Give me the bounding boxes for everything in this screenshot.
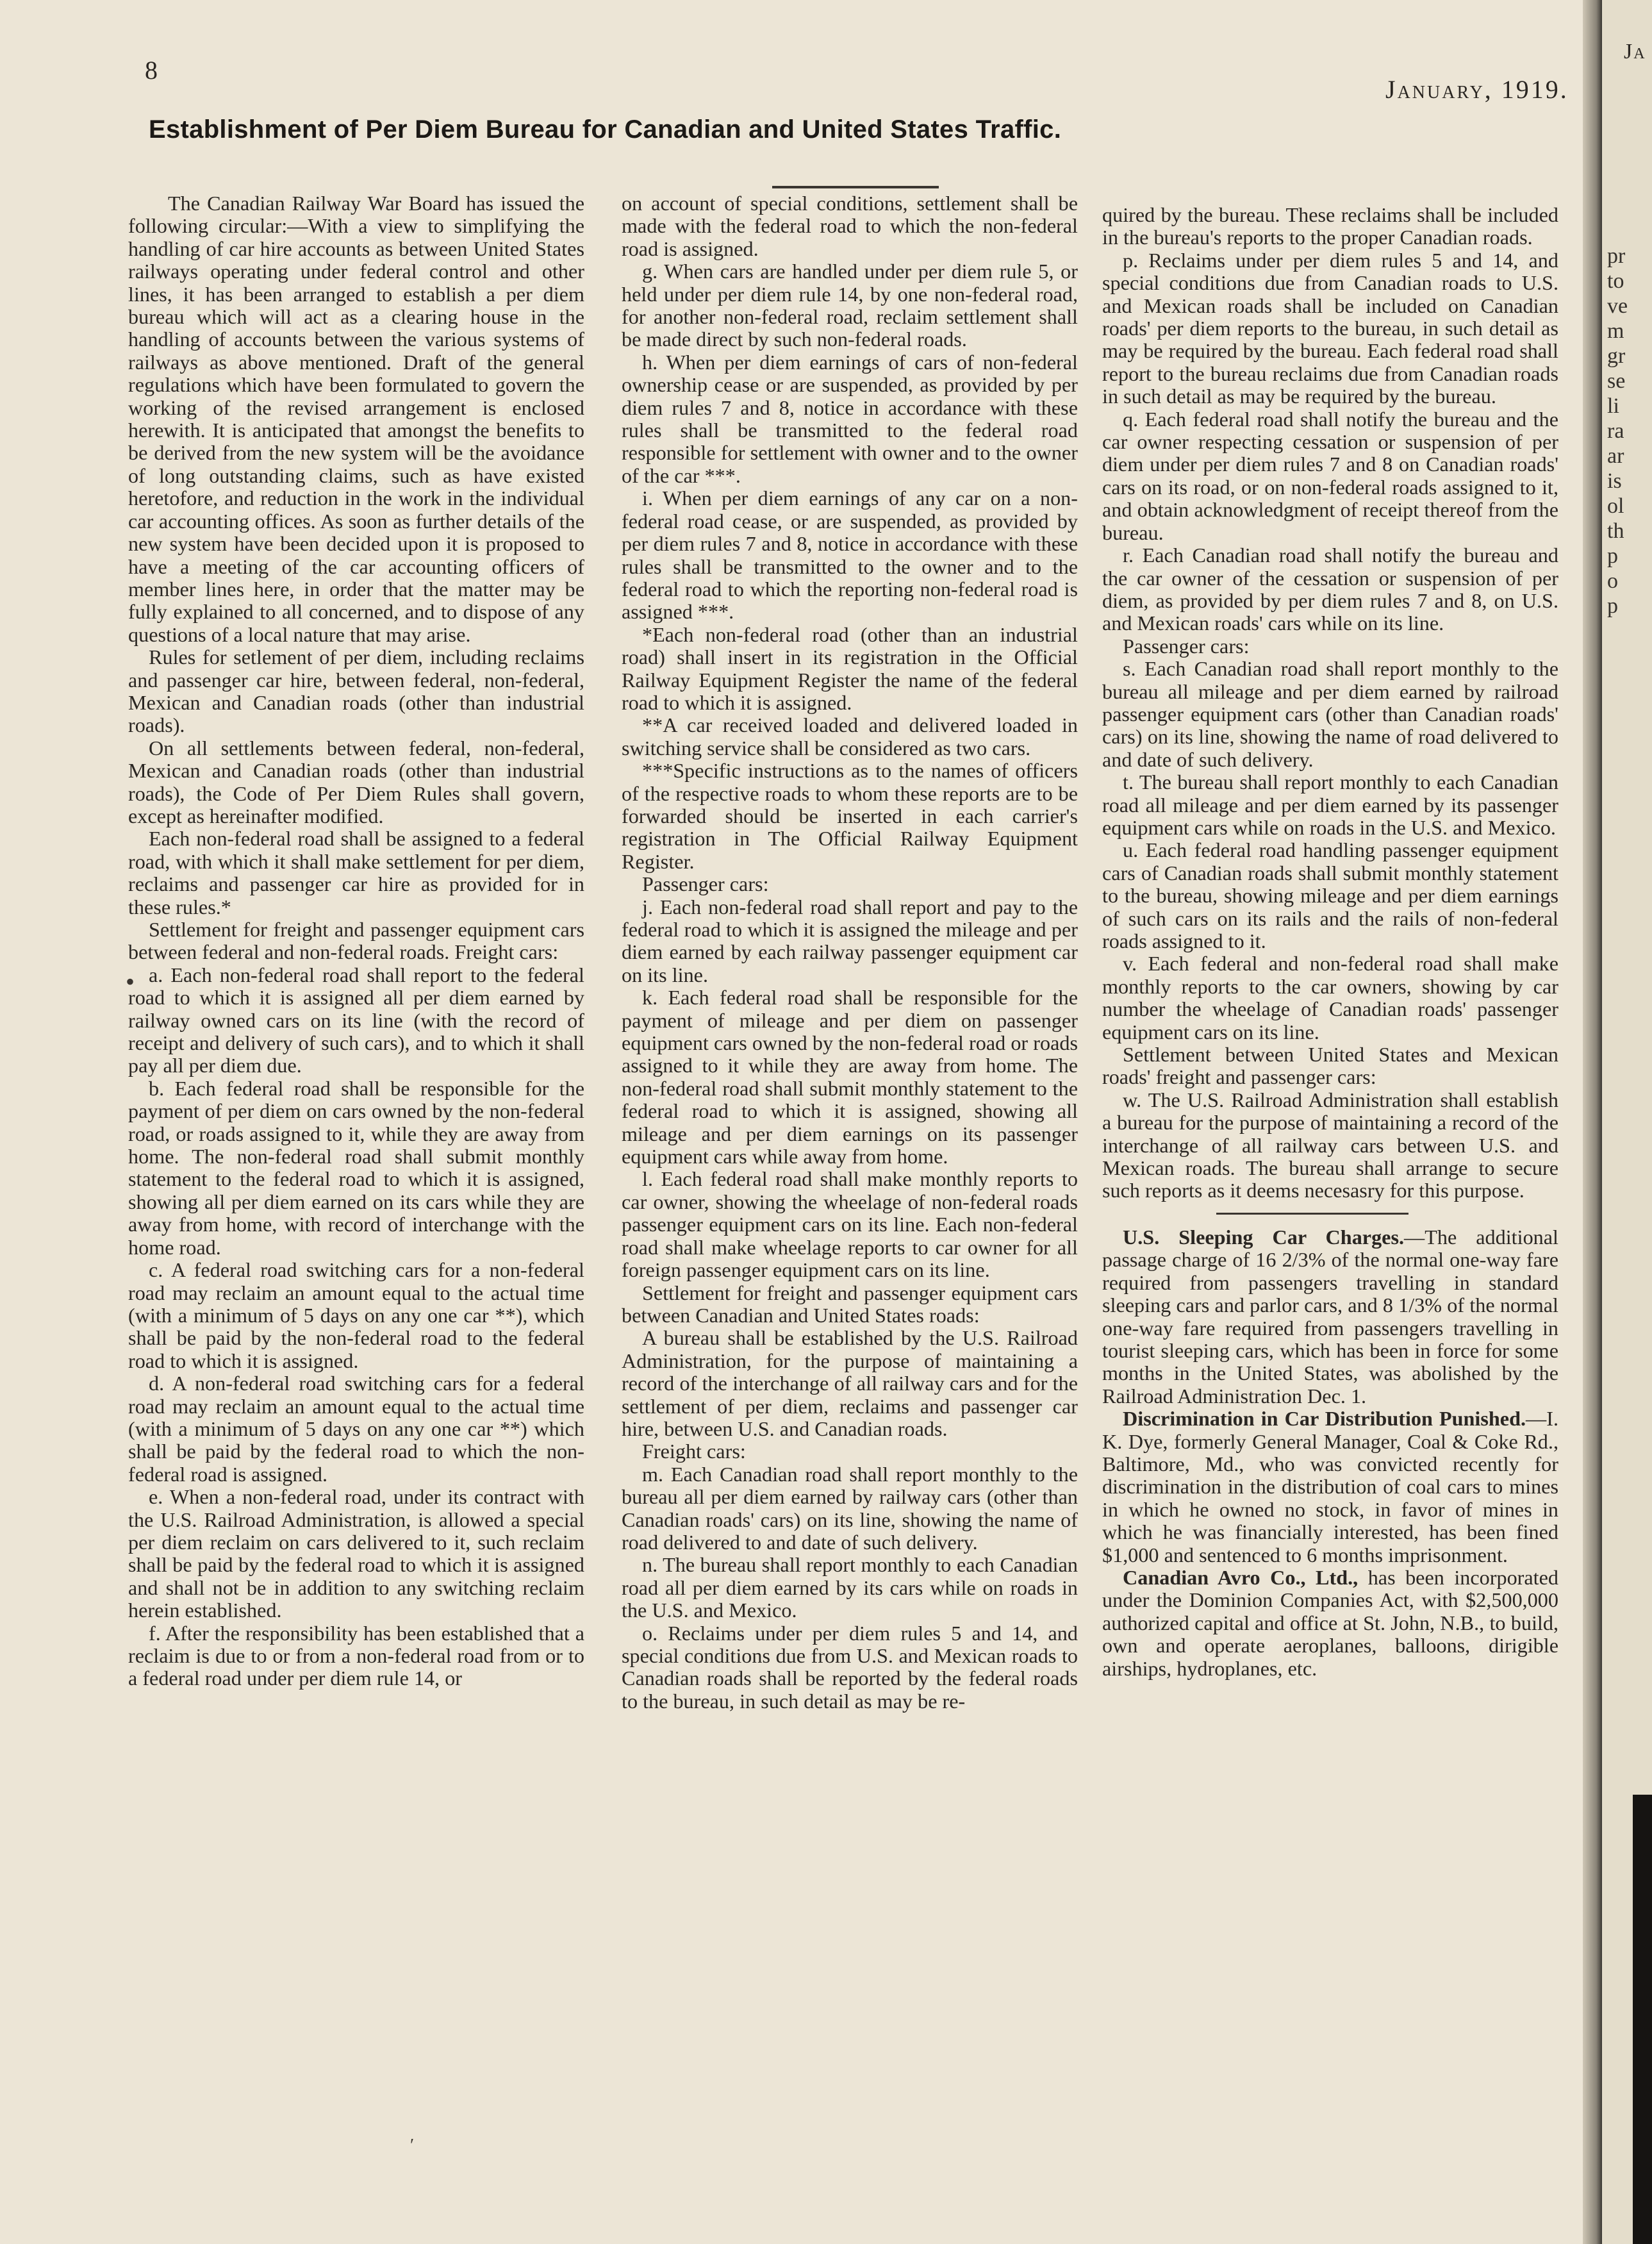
paragraph: p. Reclaims under per diem rules 5 and 14, and special conditions due from Canadian roads to U.S. and Mexican roads shall be included on Canadian roads' per diem reports to the bureau, in such detail as may be required by the bureau. Each federal road shall report to the bureau reclaims due from Canadian roads in such detail as may be required by the bureau. [1102,248,1558,408]
paragraph: ***Specific instructions as to the names of officers of the respective roads to whom these reports are to be forwarded should be inserted in each carrier's registration in The Official Railway Equipment Register. [622,759,1078,873]
paragraph: a. Each non-federal road shall report to the federal road to which it is assigned all per diem earned by railway owned cars on its line (with the record of receipt and delivery of such cars), and to which it shall pay all per diem due. [128,963,584,1077]
paragraph: u. Each federal road handling passenger equipment cars of Canadian roads shall submit monthly statement to the bureau, showing mileage and per diem earnings of such cars on its rails and the rails of non-federal roads assigned to it. [1102,838,1558,952]
edge-fragment: ol [1607,494,1624,518]
margin-speck: • [126,967,135,996]
news-item-text: has been incorporated under the Dominion Companies Act, with $2,500,000 authorized capital and office at St. John, N.B., to build, own and operate aeroplanes, balloons, dirigible airships, hydroplanes, etc. [1102,1565,1558,1680]
paragraph: Settlement between United States and Mexican roads' freight and passenger cars: [1102,1043,1558,1089]
paragraph: The Canadian Railway War Board has issued the following circular:—With a view to simplifying the handling of car hire accounts as between United States railways operating under federal control and other lines, it has been arranged to establish a per diem bureau which will act as a clearing house in the handling of accounts between the various systems of railways as above mentioned. Draft of the general regulations which have been formulated to govern the working of the revised arrangement is enclosed herewith. It is anticipated that amongst the benefits to be derived from the new system will be the avoidance of long outstanding claims, such as have existed heretofore, and reduction in the work in the individual car accounting offices. As soon as further details of the new system have been decided upon it is proposed to have a meeting of the car accounting officers of member lines here, in order that the matter may be fully explained to all concerned, and to dispose of any questions of a local nature that may arise. [128,192,584,646]
paragraph: Rules for setlement of per diem, including reclaims and passenger car hire, between federal, non-federal, Mexican and Canadian roads (other than industrial roads). [128,645,584,737]
edge-fragment: gr [1607,344,1626,368]
paragraph: q. Each federal road shall notify the bureau and the car owner respecting cessation or suspension of per diem under per diem rules 7 and 8 on Canadian roads' cars on its road, or on non-federal roads assigned to it, and obtain acknowledgment of receipt thereof from the bureau. [1102,407,1558,544]
page-gutter [1583,0,1602,2244]
edge-fragment: m [1607,319,1624,343]
paragraph: v. Each federal and non-federal road shall make monthly reports to the car owners, showing by car number the wheelage of Canadian roads' passenger equipment cars on its line. [1102,952,1558,1043]
binding-shadow [1633,1795,1652,2244]
edge-fragment: ve [1607,294,1628,318]
paragraph: e. When a non-federal road, under its contract with the U.S. Railroad Administration, is allowed a special per diem reclaim on cars delivered to it, such reclaim shall be paid by the federal road to which it is assigned and shall not be in addition to any switching reclaim herein established. [128,1485,584,1622]
adjacent-page-header: Ja [1624,40,1646,63]
paragraph: i. When per diem earnings of any car on a non-federal road cease, or are suspended, as provided by per diem rules 7 and 8, notice in accordance with these rules shall be transmitted to the owner and to the federal road to which the reporting non-federal road is assigned ***. [622,486,1078,624]
paragraph: r. Each Canadian road shall notify the bureau and the car owner of the cessation or suspension of per diem, as provided by per diem rules 7 and 8, on U.S. and Mexican roads' cars while on its line. [1102,544,1558,635]
paragraph: On all settlements between federal, non-federal, Mexican and Canadian roads (other than industrial roads), the Code of Per Diem Rules shall govern, except as hereinafter modified. [128,736,584,827]
adjacent-page-edge [1602,0,1652,2244]
paragraph: quired by the bureau. These reclaims shall be included in the bureau's reports to the proper Canadian roads. [1102,203,1558,249]
news-item-runin: U.S. Sleeping Car Charges. [1123,1225,1405,1249]
news-item-runin: Canadian Avro Co., Ltd., [1123,1565,1359,1589]
margin-speck: ′ [410,2136,415,2156]
column-1 [128,192,584,1690]
paragraph: b. Each federal road shall be responsible for the payment of per diem on cars owned by the non-federal road, or roads assigned to it, while they are away from home. The non-federal road shall submit monthly statement to the federal road to which it is assigned, showing all per diem earned on its cars while they are away from home, with record of interchange with the home road. [128,1076,584,1259]
paragraph: h. When per diem earnings of cars of non-federal ownership cease or are suspended, as provided by per diem rules 7 and 8, notice in accordance with these rules shall be transmitted to the federal road responsible for settlement with owner and to the owner of the car ***. [622,350,1078,487]
paragraph: o. Reclaims under per diem rules 5 and 14, and special conditions due from U.S. and Mexican roads to Canadian roads shall be reported by the federal roads to the bureau, in such detail as may be re- [622,1621,1078,1713]
paragraph: f. After the responsibility has been established that a reclaim is due to or from a non-federal road from or to a federal road under per diem rule 14, or [128,1621,584,1690]
news-item [1102,1408,1558,1567]
paragraph: l. Each federal road shall make monthly reports to car owner, showing the wheelage of non-federal roads passenger equipment cars on its line. Each non-federal road shall make wheelage reports to car owner for all foreign passenger equipment cars on its line. [622,1167,1078,1282]
article-headline: Establishment of Per Diem Bureau for Canadian and United States Traffic. [149,115,1062,144]
paragraph: s. Each Canadian road shall report monthly to the bureau all mileage and per diem earned by railroad passenger equipment cars (other than Canadian roads' cars) on its line, showing the name of road delivered to and date of such delivery. [1102,657,1558,771]
edge-fragment: th [1607,519,1624,543]
paragraph: d. A non-federal road switching cars for a federal road may reclaim an amount equal to the actual time (with a minimum of 5 days on any one car **) which shall be paid by the federal road to which the non-federal road is assigned. [128,1372,584,1486]
news-item-text: —The additional passage charge of 16 2/3% of the normal one-way fare required from passengers travelling in standard sleeping cars and parlor cars, and 8 1/3% of the normal one-way fare required from passengers travelling in tourist sleeping cars, which has been in force for some months in the United States, was abolished by the Railroad Administration Dec. 1. [1102,1225,1558,1408]
paragraph: t. The bureau shall report monthly to each Canadian road all mileage and per diem earned by its passenger equipment cars while on roads in the U.S. and Mexico. [1102,770,1558,839]
edge-fragment: p [1607,544,1618,568]
paragraph: *Each non-federal road (other than an industrial road) shall insert in its registration in the Official Railway Equipment Register the name of the federal road to which it is assigned. [622,622,1078,714]
paragraph: g. When cars are handled under per diem rule 5, or held under per diem rule 14, by one non-federal road, for another non-federal road, reclaim settlement shall be made direct by such non-federal roads. [622,260,1078,351]
edge-fragment: ra [1607,419,1624,443]
edge-fragment: ar [1607,444,1624,468]
issue-date: January, 1919. [1385,75,1569,104]
page-number: 8 [145,56,158,85]
news-item [1102,1567,1558,1680]
paragraph: w. The U.S. Railroad Administration shall establish a bureau for the purpose of maintaining a record of the interchange of all railway cars between U.S. and Mexican roads. The bureau shall arrange to secure such reports as it deems necesasry for this purpose. [1102,1088,1558,1202]
paragraph: Passenger cars: [1123,634,1250,658]
paragraph: Settlement for freight and passenger equipment cars between Canadian and United States roads: [622,1281,1078,1327]
edge-fragment: se [1607,369,1626,393]
adjacent-page-text [1607,244,1652,619]
column-3 [1102,204,1558,1680]
news-item [1102,1226,1558,1408]
section-rule [1216,1213,1408,1215]
headline-rule [772,186,939,188]
news-item-text: —I. K. Dye, formerly General Manager, Coal & Coke Rd., Baltimore, Md., who was convicted recently for discrimination in the distribution of coal cars to mines in which he owned no stock, in favor of mines in which he was financially interested, has been fined $1,000 and sentenced to 6 months imprisonment. [1102,1407,1558,1567]
edge-fragment: is [1607,469,1622,493]
paragraph: j. Each non-federal road shall report and pay to the federal road to which it is assigned the mileage and per diem earned by each railway passenger equipment car on its line. [622,895,1078,986]
edge-fragment: o [1607,569,1618,593]
paragraph: k. Each federal road shall be responsible for the payment of mileage and per diem on passenger equipment cars owned by the non-federal road or roads assigned to it while they are away from home. The non-federal road shall submit monthly statement to the federal road to which it is assigned, showing all mileage and per diem earnings on its passenger equipment cars while away from home. [622,986,1078,1168]
paragraph: on account of special conditions, settlement shall be made with the federal road to which the non-federal road is assigned. [622,192,1078,260]
paragraph: Each non-federal road shall be assigned to a federal road, with which it shall make settlement for per diem, reclaims and passenger car hire as provided for in these rules.* [128,827,584,918]
edge-fragment: li [1607,394,1619,418]
news-item-runin: Discrimination in Car Distribution Punished. [1123,1407,1526,1431]
paragraph: Freight cars: [642,1440,746,1463]
paragraph: A bureau shall be established by the U.S. Railroad Administration, for the purpose of maintaining a record of the interchange of all railway cars and for the settlement of per diem, reclaims and passenger car hire, between U.S. and Canadian roads. [622,1326,1078,1440]
paragraph: c. A federal road switching cars for a non-federal road may reclaim an amount equal to the actual time (with a minimum of 5 days on any one car **), which shall be paid by the non-federal road to the federal road to which it is assigned. [128,1258,584,1372]
edge-fragment: to [1607,269,1624,293]
edge-fragment: p [1607,594,1618,618]
paragraph: m. Each Canadian road shall report monthly to the bureau all per diem earned by railway cars (other than Canadian roads' cars) on its line, showing the name of road delivered to and date of such delivery. [622,1462,1078,1554]
paragraph: **A car received loaded and delivered loaded in switching service shall be considered as two cars. [622,713,1078,760]
paragraph: Settlement for freight and passenger equipment cars between federal and non-federal roads. Freight cars: [128,918,584,964]
paragraph: Passenger cars: [642,872,769,896]
column-2 [622,192,1078,1713]
edge-fragment: pr [1607,244,1626,268]
paragraph: n. The bureau shall report monthly to each Canadian road all per diem earned by its cars while on roads in the U.S. and Mexico. [622,1553,1078,1622]
